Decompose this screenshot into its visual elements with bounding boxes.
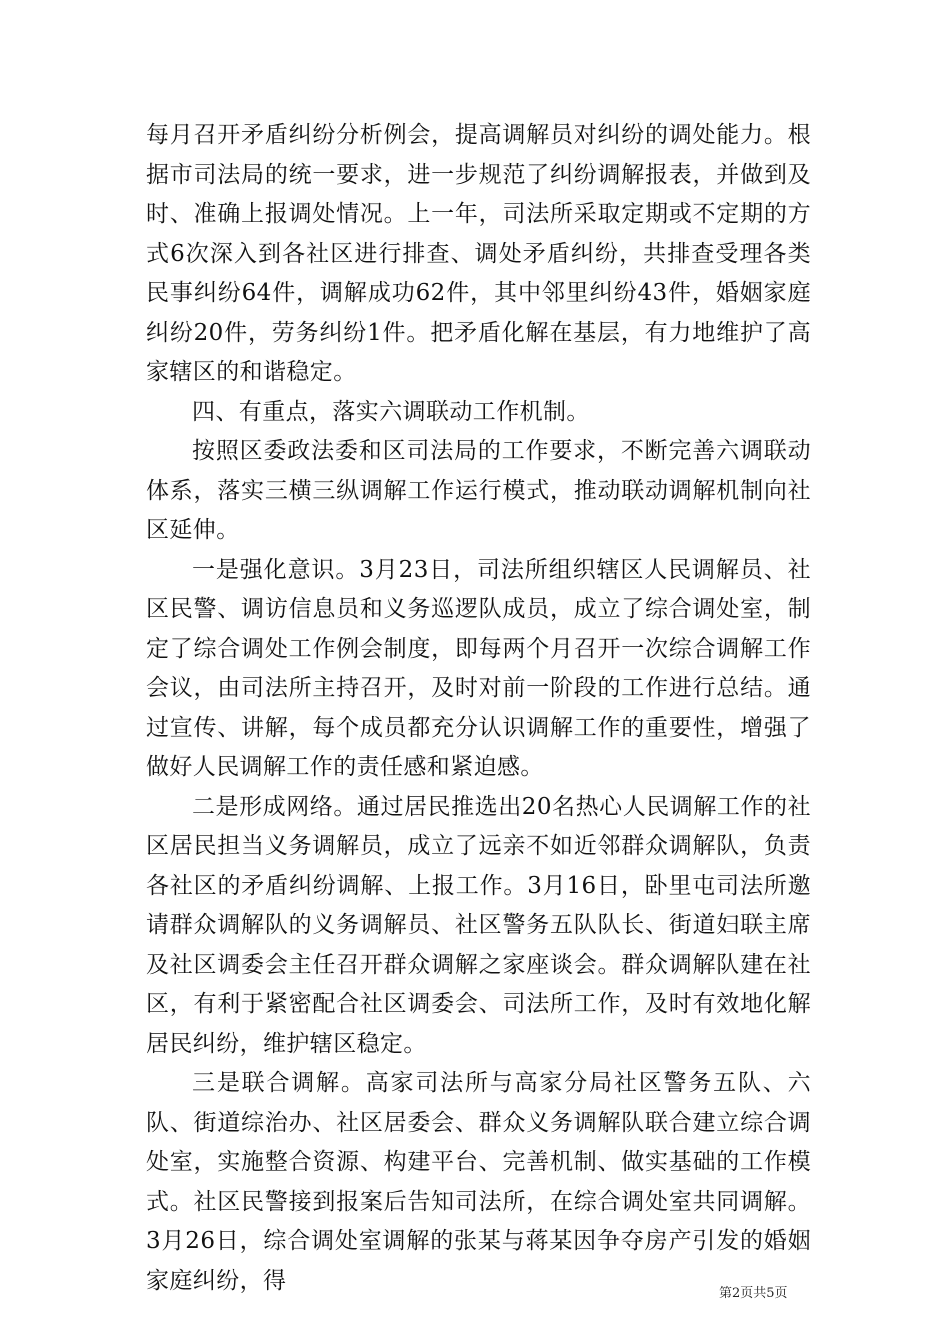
paragraph-point-two: 二是形成网络。通过居民推选出20名热心人民调解工作的社区居民担当义务调解员，成立了远亲不如近邻群众调解队，负责各社区的矛盾纠纷调解、上报工作。3月16日，卧里屯司法所邀请群众调解队的义务调解员、社区警务五队队长、街道妇联主席及社区调委会主任召开群众调解之家座谈会。群众调解队建在社区，有利于紧密配合社区调委会、司法所工作，及时有效地化解居民纠纷，维护辖区稳定。: [146, 793, 811, 1057]
paragraph-intro: 按照区委政法委和区司法局的工作要求，不断完善六调联动体系，落实三横三纵调解工作运行模式，推动联动调解机制向社区延伸。: [146, 438, 811, 543]
document-body: [146, 116, 811, 1301]
page-number-footer: 第2页共5页: [719, 1286, 788, 1301]
section-heading: 四、有重点，落实六调联动工作机制。: [192, 398, 590, 425]
paragraph-continuation: 每月召开矛盾纠纷分析例会，提高调解员对纠纷的调处能力。根据市司法局的统一要求，进一步规范了纠纷调解报表，并做到及时、准确上报调处情况。上一年，司法所采取定期或不定期的方式6次深入到各社区进行排查、调处矛盾纠纷，共排查受理各类民事纠纷64件，调解成功62件，其中邻里纠纷43件，婚姻家庭纠纷20件，劳务纠纷1件。把矛盾化解在基层，有力地维护了高家辖区的和谐稳定。: [146, 122, 811, 385]
paragraph-point-one: 一是强化意识。3月23日，司法所组织辖区人民调解员、社区民警、调访信息员和义务巡逻队成员，成立了综合调处室，制定了综合调处工作例会制度，即每两个月召开一次综合调解工作会议，由司法所主持召开，及时对前一阶段的工作进行总结。通过宣传、讲解，每个成员都充分认识调解工作的重要性，增强了做好人民调解工作的责任感和紧迫感。: [146, 556, 811, 780]
paragraph-point-three: 三是联合调解。高家司法所与高家分局社区警务五队、六队、街道综治办、社区居委会、群众义务调解队联合建立综合调处室，实施整合资源、构建平台、完善机制、做实基础的工作模式。社区民警接到报案后告知司法所，在综合调处室共同调解。3月26日，综合调处室调解的张某与蒋某因争夺房产引发的婚姻家庭纠纷，得: [146, 1070, 811, 1294]
